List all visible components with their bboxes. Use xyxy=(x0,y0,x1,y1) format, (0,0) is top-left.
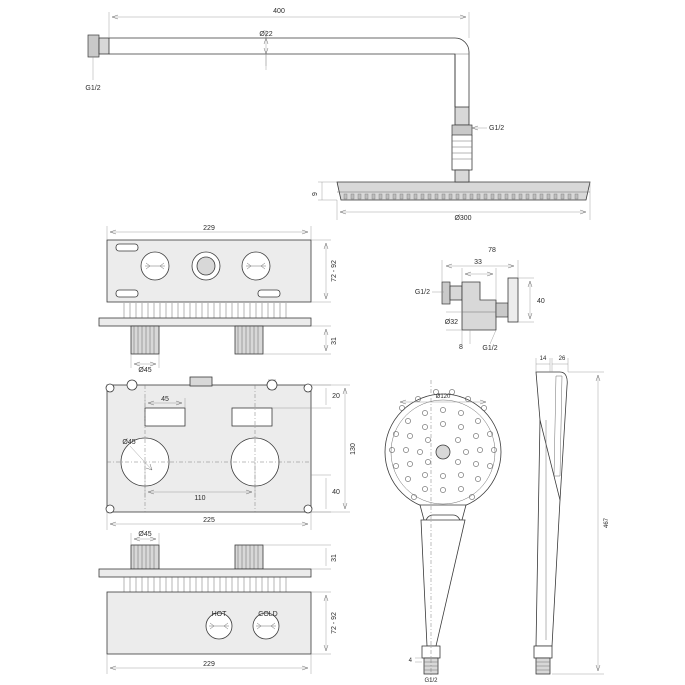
hand-shower-front-view xyxy=(385,380,501,680)
dim-top-31 xyxy=(263,326,331,354)
valve-front-screw-tl xyxy=(106,384,114,392)
valve-front-screw-bl xyxy=(106,505,114,513)
dim-top-229-label: 229 xyxy=(203,225,215,232)
dim-front-o45-label: Ø45 xyxy=(122,439,136,446)
dim-o300-label: Ø300 xyxy=(454,215,472,222)
arm-swivel-ribs xyxy=(452,141,472,159)
label-hand-thread: G1/2 xyxy=(424,678,438,684)
dim-33-label: 33 xyxy=(474,259,482,266)
valve-top-knurl-right xyxy=(235,326,263,354)
arm-swivel-body xyxy=(452,135,472,170)
dim-bottom-31-label: 31 xyxy=(331,554,338,562)
valve-bottom-wall-plate xyxy=(99,569,311,577)
dim-front-40-label: 40 xyxy=(332,489,340,496)
dim-bottom-depth xyxy=(311,592,331,654)
dim-hand-collar-4 xyxy=(415,658,422,662)
dim-front-130-label: 130 xyxy=(350,443,357,455)
valve-top-body-hatch xyxy=(124,303,286,318)
dim-o22-label: Ø22 xyxy=(259,31,273,38)
dim-outlet-8 xyxy=(462,330,470,344)
valve-bottom-knurl-left xyxy=(131,545,159,569)
valve-top-wall-plate xyxy=(99,318,311,326)
outlet-inlet-pipe xyxy=(450,286,462,300)
valve-front-top-port xyxy=(267,380,277,390)
dim-head-thickness xyxy=(318,182,337,200)
dim-hand-467-label: 467 xyxy=(604,517,610,529)
dim-outlet-40 xyxy=(518,278,534,322)
dim-front-110-label: 110 xyxy=(194,495,206,502)
dim-40-label: 40 xyxy=(537,298,545,305)
valve-top-centre-inner xyxy=(197,257,215,275)
valve-front-view xyxy=(106,377,312,513)
hand-shower-handle xyxy=(421,520,465,646)
hand-shower-side-collar xyxy=(534,646,552,658)
wall-arm-assembly xyxy=(88,35,590,200)
outlet-nut xyxy=(496,303,508,317)
dim-400-label: 400 xyxy=(273,8,285,15)
dim-bottom-o45-label: Ø45 xyxy=(138,531,152,538)
dim-hand-14-label: 14 xyxy=(539,356,547,362)
dim-bottom-31 xyxy=(263,545,331,569)
valve-front-top-port-left xyxy=(127,380,137,390)
valve-front-screw-tr xyxy=(304,384,312,392)
valve-top-knurl-left xyxy=(131,326,159,354)
valve-front-screw-br xyxy=(304,505,312,513)
valve-front-top-boss xyxy=(190,377,212,386)
dim-top-depth-label: 72 - 92 xyxy=(331,260,338,282)
hand-shower-side-view xyxy=(534,372,567,674)
label-g12-outlet-top: G1/2 xyxy=(414,289,430,296)
dim-arm-length xyxy=(109,12,469,38)
outlet-wall-flange xyxy=(442,282,450,304)
valve-bottom-knurl-right xyxy=(235,545,263,569)
arm-inlet-collar xyxy=(99,38,109,54)
valve-bottom-view xyxy=(99,545,311,654)
arm-inner xyxy=(109,54,455,107)
dim-top-depth xyxy=(311,240,331,302)
dim-top-o45-label: Ø45 xyxy=(138,367,152,374)
label-hot: HOT xyxy=(211,611,227,618)
dim-bottom-229-label: 229 xyxy=(203,661,215,668)
valve-top-view xyxy=(99,240,311,354)
dim-8-label: 8 xyxy=(459,344,463,351)
label-g12-outlet-side: G1/2 xyxy=(482,345,498,352)
arm-outlet-collar xyxy=(455,107,469,125)
head-shower-joint xyxy=(455,170,469,182)
label-g12-outlet: G1/2 xyxy=(489,125,505,132)
dim-front-45-label: 45 xyxy=(161,396,169,403)
dim-front-40 xyxy=(311,475,331,512)
valve-top-slot-left-bottom xyxy=(116,290,138,297)
leader-outlet-side-thread xyxy=(490,330,496,344)
arm-outer-top xyxy=(109,38,469,107)
valve-front-lever-left xyxy=(145,408,185,426)
dim-top-31-label: 31 xyxy=(331,337,338,345)
dim-hand-o120-label: Ø120 xyxy=(435,394,451,400)
dim-front-225-label: 225 xyxy=(203,517,215,524)
dim-front-130 xyxy=(311,385,350,512)
dim-9-label: 9 xyxy=(312,192,319,196)
valve-top-slot-right-bottom xyxy=(258,290,280,297)
arm-outlet-nut xyxy=(452,125,472,135)
leader-outlet-thread xyxy=(472,126,487,130)
dim-top-o45 xyxy=(131,354,159,368)
dim-bottom-depth-label: 72 - 92 xyxy=(331,612,338,634)
valve-top-slot-left xyxy=(116,244,138,251)
dim-front-20-label: 20 xyxy=(332,393,340,400)
label-cold: COLD xyxy=(258,611,278,618)
dim-78-label: 78 xyxy=(488,247,496,254)
outlet-plate xyxy=(508,278,518,322)
dim-hand-26-label: 26 xyxy=(558,356,566,362)
valve-front-lever-right xyxy=(232,408,272,426)
label-g12-inlet: G1/2 xyxy=(85,85,101,92)
outlet-body xyxy=(462,282,496,330)
hand-shower-hub xyxy=(436,445,450,459)
arm-inlet-flange xyxy=(88,35,99,57)
dim-hand-collar-label: 4 xyxy=(408,658,412,664)
dim-o32-label: Ø32 xyxy=(444,319,458,326)
valve-bottom-body-hatch xyxy=(124,577,286,592)
